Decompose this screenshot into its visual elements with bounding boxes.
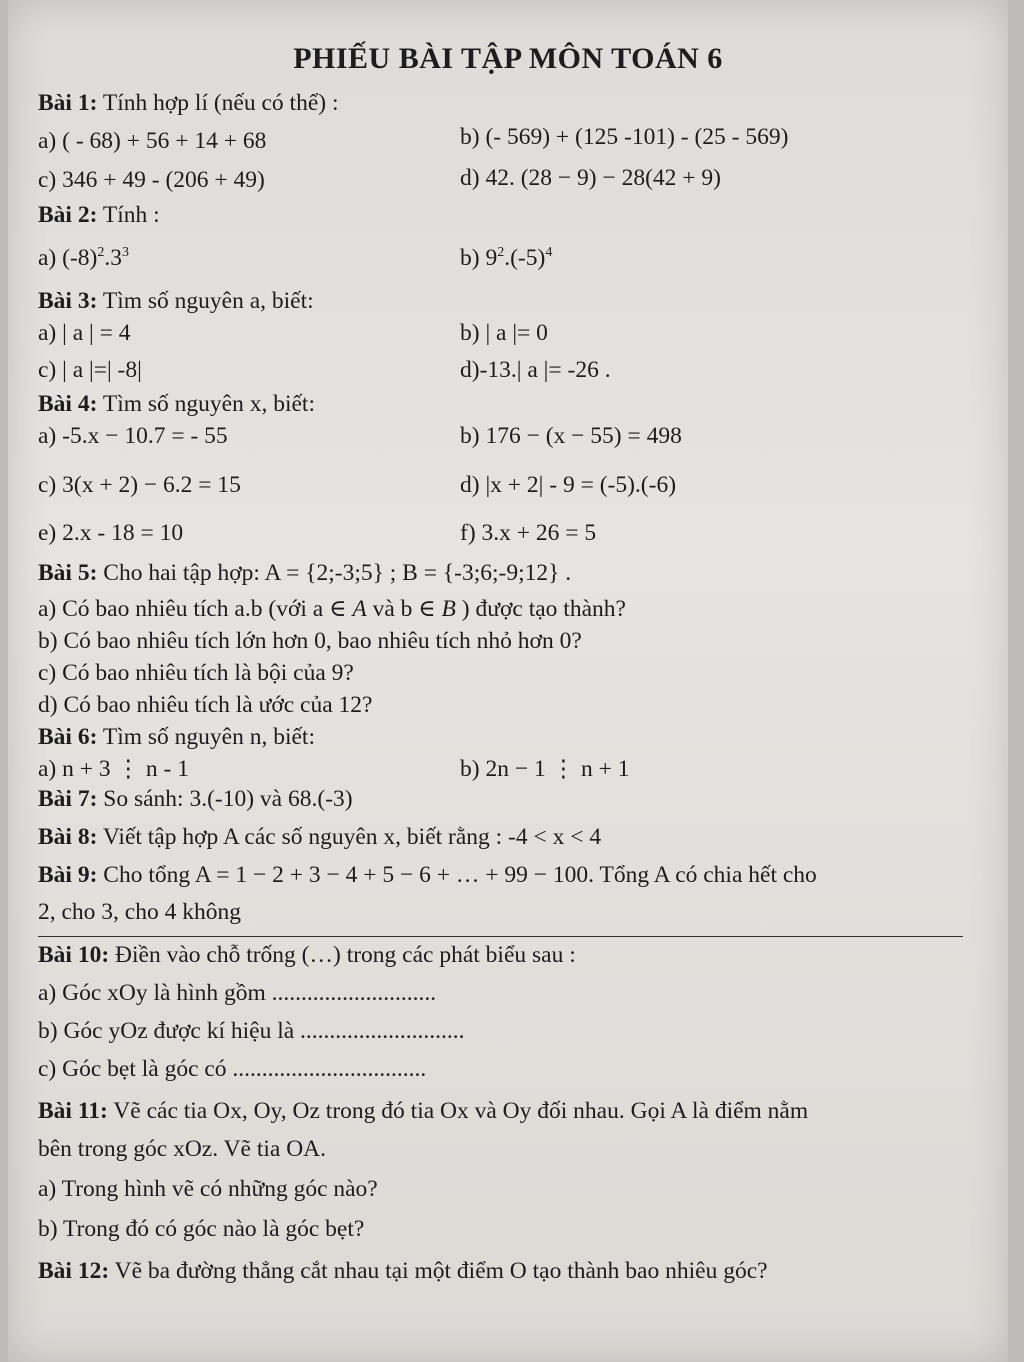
exercise-6-heading	[38, 722, 315, 752]
exercise-4-f: f) 3.x + 26 = 5	[460, 520, 597, 546]
exercise-text: Tìm số nguyên a, biết:	[97, 288, 314, 314]
exercise-text: Cho tổng A = 1 − 2 + 3 − 4 + 5 − 6 + … + 99 − 100. Tổng A có chia hết cho	[97, 862, 817, 888]
exercise-label: Bài 9:	[38, 862, 98, 888]
exercise-text: Tìm số nguyên x, biết:	[97, 391, 315, 417]
exercise-5-c: c) Có bao nhiêu tích là bội của 9?	[38, 660, 354, 686]
exercise-10-a: a) Góc xOy là hình gồm ............................	[38, 980, 437, 1006]
exercise-6-b: b) 2n − 1 ⋮ n + 1	[460, 756, 630, 782]
exercise-text: Tính :	[97, 202, 160, 228]
exercise-label: Bài 11:	[38, 1098, 108, 1124]
text: a) Có bao nhiêu tích a.b (với a ∈	[38, 596, 353, 622]
exercise-6-a: a) n + 3 ⋮ n - 1	[38, 756, 189, 782]
exercise-label: Bài 3:	[38, 288, 98, 314]
exercise-4-a: a) -5.x − 10.7 = - 55	[38, 423, 228, 449]
exercise-4-b: b) 176 − (x − 55) = 498	[460, 423, 682, 449]
page-title: PHIẾU BÀI TẬP MÔN TOÁN 6	[293, 42, 723, 75]
exercise-label: Bài 7:	[38, 786, 98, 812]
exercise-4-c: c) 3(x + 2) − 6.2 = 15	[38, 472, 241, 498]
exercise-label: Bài 4:	[38, 391, 98, 417]
worksheet-page	[8, 0, 1008, 1362]
exercise-1-heading	[38, 88, 338, 118]
exercise-text: Vẽ các tia Ox, Oy, Oz trong đó tia Ox và Oy đối nhau. Gọi A là điểm nằm	[107, 1098, 809, 1124]
exercise-label: Bài 8:	[38, 824, 98, 850]
exercise-text: Viết tập hợp A các số nguyên x, biết rằng : -4 < x < 4	[97, 824, 602, 850]
text: và b ∈	[366, 596, 442, 622]
exponent: 2	[97, 245, 105, 261]
exercise-text: Điền vào chỗ trống (…) trong các phát biểu sau :	[109, 942, 576, 968]
exercise-1-c: c) 346 + 49 - (206 + 49)	[38, 167, 265, 193]
exercise-5-a	[38, 594, 626, 624]
exercise-label: Bài 1:	[38, 90, 98, 116]
exercise-2-a	[38, 243, 129, 273]
section-divider	[38, 936, 963, 937]
exercise-1-a: a) ( - 68) + 56 + 14 + 68	[38, 128, 267, 154]
exercise-4-heading	[38, 389, 315, 419]
exercise-5-heading	[38, 558, 571, 588]
set-symbol: A	[352, 596, 367, 622]
exercise-2-b	[460, 243, 552, 273]
exercise-text: Vẽ ba đường thẳng cắt nhau tại một điểm O tạo thành bao nhiêu góc?	[109, 1258, 768, 1284]
base: .(-5)	[504, 245, 546, 271]
base: .3	[104, 245, 122, 271]
exercise-label: Bài 10:	[38, 942, 110, 968]
set-symbol: B	[441, 596, 456, 622]
exercise-11-b: b) Trong đó có góc nào là góc bẹt?	[38, 1216, 365, 1242]
exercise-1-d: d) 42. (28 − 9) − 28(42 + 9)	[460, 165, 722, 191]
exercise-10-c: c) Góc bẹt là góc có .................................	[38, 1056, 427, 1082]
exercise-10-heading	[38, 940, 576, 970]
exercise-2-heading	[38, 200, 160, 230]
exercise-4-d: d) |x + 2| - 9 = (-5).(-6)	[460, 472, 677, 498]
exercise-11-a: a) Trong hình vẽ có những góc nào?	[38, 1176, 378, 1202]
exercise-5-b: b) Có bao nhiêu tích lớn hơn 0, bao nhiêu tích nhỏ hơn 0?	[38, 628, 582, 654]
exercise-4-e: e) 2.x - 18 = 10	[38, 520, 184, 546]
base: b) 9	[460, 245, 498, 271]
exercise-11-line2: bên trong góc xOz. Vẽ tia OA.	[38, 1136, 327, 1162]
exercise-text: Tìm số nguyên n, biết:	[97, 724, 315, 750]
base: a) (-8)	[38, 245, 98, 271]
exercise-9	[38, 860, 817, 890]
exercise-text: So sánh: 3.(-10) và 68.(-3)	[97, 786, 353, 812]
exponent: 3	[121, 245, 129, 261]
exercise-10-b: b) Góc yOz được kí hiệu là ............................	[38, 1018, 465, 1044]
exercise-text: Cho hai tập hợp: A = {2;-3;5} ; B = {-3;6;-9;12} .	[97, 560, 572, 586]
exponent: 2	[497, 245, 505, 261]
text: ) được tạo thành?	[455, 596, 626, 622]
exercise-label: Bài 5:	[38, 560, 98, 586]
exercise-1-b: b) (- 569) + (125 -101) - (25 - 569)	[460, 124, 789, 150]
exercise-9-line2: 2, cho 3, cho 4 không	[38, 899, 241, 925]
exercise-label: Bài 2:	[38, 202, 98, 228]
exercise-text: Tính hợp lí (nếu có thể) :	[97, 90, 339, 116]
exercise-8	[38, 822, 601, 852]
exercise-3-heading	[38, 286, 314, 316]
exercise-label: Bài 12:	[38, 1258, 110, 1284]
exercise-7	[38, 784, 353, 814]
exercise-3-a: a) | a | = 4	[38, 320, 131, 346]
exponent: 4	[545, 245, 553, 261]
exercise-5-d: d) Có bao nhiêu tích là ước của 12?	[38, 692, 373, 718]
exercise-3-d: d)-13.| a |= -26 .	[460, 357, 611, 383]
exercise-3-c: c) | a |=| -8|	[38, 357, 142, 383]
exercise-12	[38, 1256, 768, 1286]
exercise-3-b: b) | a |= 0	[460, 320, 548, 346]
exercise-11-heading	[38, 1096, 808, 1126]
exercise-label: Bài 6:	[38, 724, 98, 750]
